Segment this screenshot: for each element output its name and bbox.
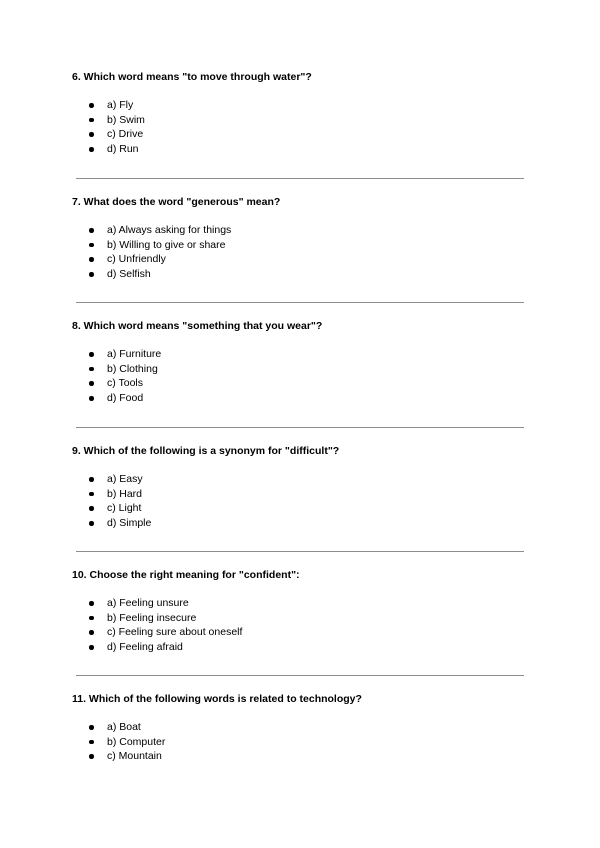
answer-option [89, 113, 145, 128]
answer-option [89, 391, 161, 406]
option-label: c) Mountain [107, 750, 162, 763]
answer-option [89, 720, 165, 735]
answer-option [89, 238, 231, 253]
question-title: 8. Which word means "something that you wear"? [72, 320, 323, 332]
bullet-icon [89, 147, 94, 152]
answer-option [89, 596, 242, 611]
option-label: a) Easy [107, 473, 143, 485]
bullet-icon [89, 754, 94, 759]
bullet-icon [89, 396, 94, 401]
answer-option [89, 252, 231, 267]
option-label: a) Furniture [107, 348, 162, 360]
option-label: a) Boat [107, 721, 141, 733]
answer-option [89, 376, 161, 391]
answer-option [89, 487, 151, 502]
bullet-icon [89, 492, 94, 497]
answer-option [89, 127, 145, 142]
answer-options [89, 720, 165, 764]
answer-option [89, 347, 161, 362]
bullet-icon [89, 228, 94, 233]
bullet-icon [89, 103, 94, 108]
bullet-icon [89, 272, 94, 277]
question-title: 9. Which of the following is a synonym for "difficult"? [72, 445, 340, 457]
option-label: b) Swim [107, 113, 145, 126]
bullet-icon [89, 645, 94, 650]
answer-option [89, 472, 151, 487]
bullet-icon [89, 118, 94, 123]
option-label: d) Selfish [107, 268, 151, 281]
question-title: 11. Which of the following words is related to technology? [72, 693, 362, 705]
bullet-icon [89, 257, 94, 262]
bullet-icon [89, 352, 94, 357]
option-label: d) Run [107, 143, 139, 156]
bullet-icon [89, 630, 94, 635]
question-title: 10. Choose the right meaning for "confident": [72, 569, 300, 581]
option-label: b) Computer [107, 735, 166, 748]
answer-option [89, 640, 242, 655]
bullet-icon [89, 740, 94, 745]
question-8 [72, 320, 524, 405]
answer-option [89, 501, 151, 516]
option-label: b) Clothing [107, 362, 158, 375]
answer-options [89, 223, 231, 282]
answer-option [89, 625, 242, 640]
answer-option [89, 362, 161, 377]
bullet-icon [89, 477, 94, 482]
answer-options [89, 98, 145, 157]
answer-option [89, 223, 231, 238]
option-label: d) Simple [107, 517, 152, 530]
answer-option [89, 142, 145, 157]
option-label: b) Feeling insecure [107, 611, 197, 624]
answer-option [89, 98, 145, 113]
divider [76, 302, 524, 303]
bullet-icon [89, 616, 94, 621]
option-label: c) Light [107, 502, 142, 515]
question-10 [72, 569, 524, 654]
question-7 [72, 196, 524, 281]
answer-option [89, 735, 165, 750]
question-title: 7. What does the word "generous" mean? [72, 196, 281, 208]
answer-options [89, 347, 161, 406]
option-label: c) Feeling sure about oneself [107, 626, 243, 639]
option-label: c) Tools [107, 377, 143, 390]
answer-options [89, 472, 151, 531]
question-title: 6. Which word means "to move through water"? [72, 71, 312, 83]
answer-option [89, 516, 151, 531]
option-label: b) Hard [107, 487, 143, 500]
option-label: a) Feeling unsure [107, 597, 189, 609]
bullet-icon [89, 243, 94, 248]
bullet-icon [89, 725, 94, 730]
option-label: c) Drive [107, 128, 144, 141]
bullet-icon [89, 132, 94, 137]
question-11 [72, 693, 524, 763]
option-label: a) Always asking for things [107, 224, 232, 236]
bullet-icon [89, 521, 94, 526]
option-label: b) Willing to give or share [107, 238, 226, 251]
answer-option [89, 611, 242, 626]
option-label: d) Feeling afraid [107, 641, 183, 654]
divider [76, 675, 524, 676]
option-label: d) Food [107, 392, 144, 405]
bullet-icon [89, 506, 94, 511]
bullet-icon [89, 601, 94, 606]
option-label: a) Fly [107, 99, 134, 111]
answer-options [89, 596, 242, 655]
bullet-icon [89, 381, 94, 386]
answer-option [89, 749, 165, 764]
answer-option [89, 267, 231, 282]
divider [76, 551, 524, 552]
option-label: c) Unfriendly [107, 253, 166, 266]
question-9 [72, 445, 524, 530]
bullet-icon [89, 367, 94, 372]
divider [76, 427, 524, 428]
question-6 [72, 71, 524, 156]
divider [76, 178, 524, 179]
